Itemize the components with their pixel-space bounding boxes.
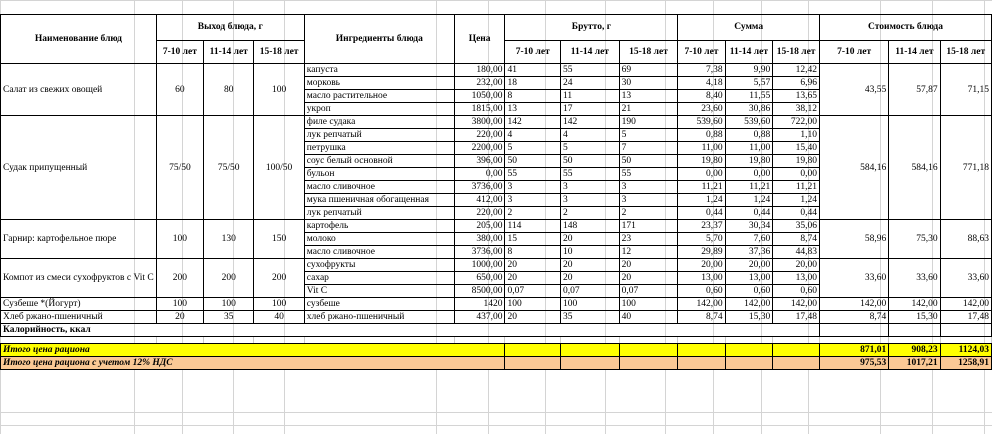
ingredient-sum: 0,00 [725,168,773,181]
ingredient-sum: 4,18 [678,77,725,90]
ingredient-sum: 0,00 [678,168,725,181]
ingredient-price: 220,00 [454,207,505,220]
ingredient-gross: 55 [619,168,678,181]
ingredient-price: 8500,00 [454,285,505,298]
ingredient-name: филе судака [304,116,454,129]
ingredient-name: лук репчатый [304,207,454,220]
ingredient-sum: 13,00 [773,272,820,285]
ingredient-sum: 30,34 [725,220,773,233]
ingredient-sum: 0,00 [773,168,820,181]
ingredient-sum: 9,90 [725,64,773,77]
ingredient-price: 0,00 [454,168,505,181]
spacer-cell [204,337,254,344]
ingredient-sum: 44,83 [773,246,820,259]
header-output-age2: 11-14 лет [204,40,254,63]
ingredient-sum: 38,12 [773,103,820,116]
ingredient-sum: 7,38 [678,64,725,77]
calories-cell [940,324,991,337]
ingredient-gross: 100 [619,298,678,311]
ingredient-sum: 20,00 [725,259,773,272]
ingredient-sum: 35,06 [773,220,820,233]
ingredient-gross: 0,07 [561,285,620,298]
ingredient-gross: 13 [619,90,678,103]
table-row [1,259,992,272]
ingredient-sum: 23,37 [678,220,725,233]
spacer-cell [819,337,888,344]
ingredient-price: 3736,00 [454,181,505,194]
total-row-value: 871,01 [819,344,888,357]
ingredient-sum: 17,48 [773,311,820,324]
ingredient-gross: 171 [619,220,678,233]
ingredient-sum: 7,60 [725,233,773,246]
dish-name: Салат из свежих овощей [1,64,157,116]
ingredient-gross: 2 [561,207,620,220]
ingredient-sum: 1,24 [725,194,773,207]
ingredient-gross: 2 [619,207,678,220]
ingredient-sum: 20,00 [773,259,820,272]
ingredient-gross: 50 [561,155,620,168]
header-sum: Сумма [678,15,820,41]
total-row-value: 908,23 [889,344,940,357]
ingredient-gross: 4 [505,129,561,142]
ingredient-price: 180,00 [454,64,505,77]
spacer-cell [304,337,454,344]
ingredient-name: петрушка [304,142,454,155]
ingredient-price: 205,00 [454,220,505,233]
total-row [1,344,992,357]
dish-output: 100 [204,298,254,311]
ingredient-price: 2200,00 [454,142,505,155]
ingredient-gross: 20 [561,272,620,285]
ingredient-gross: 20 [561,233,620,246]
dish-output: 100/50 [254,116,304,220]
ingredient-gross: 21 [619,103,678,116]
ingredient-sum: 5,57 [725,77,773,90]
dish-cost: 75,30 [889,220,940,259]
ingredient-sum: 0,60 [678,285,725,298]
ingredient-gross: 8 [505,246,561,259]
total-vat-row-label: Итого цена рациона с учетом 12% НДС [1,357,505,370]
total-row-empty-cell [561,344,620,357]
table-row [1,311,992,324]
ingredient-gross: 7 [619,142,678,155]
ingredient-sum: 13,00 [725,272,773,285]
ingredient-gross: 8 [505,90,561,103]
ingredient-gross: 142 [561,116,620,129]
ingredient-price: 650,00 [454,272,505,285]
ingredient-price: 220,00 [454,129,505,142]
ingredient-sum: 11,00 [725,142,773,155]
dish-name: Судак припущенный [1,116,157,220]
ingredient-name: сузбеше [304,298,454,311]
ingredient-price: 1815,00 [454,103,505,116]
ingredient-gross: 13 [505,103,561,116]
ingredient-gross: 3 [505,181,561,194]
ingredient-gross: 17 [561,103,620,116]
ingredient-gross: 3 [505,194,561,207]
dish-output: 100 [254,298,304,311]
ingredient-gross: 50 [619,155,678,168]
table-row [1,220,992,233]
spacer-row [1,337,992,344]
ingredient-gross: 55 [561,64,620,77]
ingredient-sum: 15,30 [725,311,773,324]
ingredient-gross: 55 [505,168,561,181]
menu-cost-table [0,14,992,370]
ingredient-sum: 13,65 [773,90,820,103]
header-output-age1: 7-10 лет [156,40,203,63]
ingredient-gross: 5 [561,142,620,155]
ingredient-sum: 539,60 [678,116,725,129]
ingredient-gross: 148 [561,220,620,233]
ingredient-gross: 23 [619,233,678,246]
dish-name: Гарнир: картофельное пюре [1,220,157,259]
ingredient-sum: 19,80 [773,155,820,168]
ingredient-sum: 8,40 [678,90,725,103]
ingredient-price: 437,00 [454,311,505,324]
total-vat-row-value: 1258,91 [940,357,991,370]
total-vat-row-empty-cell [678,357,725,370]
ingredient-sum: 29,89 [678,246,725,259]
table-row [1,298,992,311]
ingredient-sum: 37,36 [725,246,773,259]
ingredient-gross: 0,07 [619,285,678,298]
ingredient-name: сухофрукты [304,259,454,272]
spacer-cell [678,337,725,344]
dish-cost: 33,60 [819,259,888,298]
total-vat-row-empty-cell [505,357,561,370]
dish-output: 60 [156,64,203,116]
spacer-cell [889,337,940,344]
calories-label: Калорийность, ккал [1,324,820,337]
total-vat-row-empty-cell [773,357,820,370]
header-cost-age2: 11-14 лет [889,40,940,63]
dish-cost: 584,16 [889,116,940,220]
total-row-empty-cell [505,344,561,357]
ingredient-gross: 18 [505,77,561,90]
ingredient-sum: 19,80 [725,155,773,168]
ingredient-gross: 2 [505,207,561,220]
dish-cost: 17,48 [940,311,991,324]
ingredient-gross: 3 [619,194,678,207]
ingredient-gross: 190 [619,116,678,129]
spacer-cell [773,337,820,344]
header-gross-age1: 7-10 лет [505,40,561,63]
header-output-age3: 15-18 лет [254,40,304,63]
dish-output: 130 [204,220,254,259]
ingredient-sum: 1,24 [678,194,725,207]
ingredient-sum: 11,21 [725,181,773,194]
ingredient-price: 232,00 [454,77,505,90]
ingredient-sum: 11,55 [725,90,773,103]
ingredient-gross: 55 [561,168,620,181]
ingredient-sum: 142,00 [725,298,773,311]
spacer-cell [1,337,157,344]
ingredient-sum: 0,60 [773,285,820,298]
dish-name: Компот из смеси сухофруктов с Vit C [1,259,157,298]
calories-row [1,324,992,337]
ingredient-sum: 11,21 [678,181,725,194]
ingredient-sum: 8,74 [773,233,820,246]
ingredient-name: укроп [304,103,454,116]
ingredient-gross: 41 [505,64,561,77]
ingredient-sum: 0,44 [725,207,773,220]
ingredient-sum: 8,74 [678,311,725,324]
dish-cost: 71,15 [940,64,991,116]
ingredient-sum: 722,00 [773,116,820,129]
table-row [1,116,992,129]
ingredient-name: лук репчатый [304,129,454,142]
ingredient-sum: 6,96 [773,77,820,90]
ingredient-sum: 0,60 [725,285,773,298]
header-gross: Брутто, г [505,15,678,41]
calories-cell [889,324,940,337]
ingredient-gross: 5 [619,129,678,142]
spacer-cell [561,337,620,344]
calories-cell [819,324,888,337]
ingredient-name: хлеб ржано-пшеничный [304,311,454,324]
dish-cost: 33,60 [940,259,991,298]
ingredient-gross: 10 [561,246,620,259]
ingredient-price: 3736,00 [454,246,505,259]
ingredient-gross: 50 [505,155,561,168]
header-gross-age2: 11-14 лет [561,40,620,63]
ingredient-gross: 15 [505,233,561,246]
ingredient-name: мука пшеничная обогащенная [304,194,454,207]
ingredient-price: 396,00 [454,155,505,168]
dish-cost: 142,00 [819,298,888,311]
ingredient-sum: 142,00 [773,298,820,311]
ingredient-gross: 12 [619,246,678,259]
ingredient-gross: 11 [561,90,620,103]
ingredient-gross: 20 [561,259,620,272]
ingredient-sum: 23,60 [678,103,725,116]
spacer-cell [505,337,561,344]
header-dish-name: Наименование блюд [1,15,157,64]
header-gross-age3: 15-18 лет [619,40,678,63]
dish-cost: 584,16 [819,116,888,220]
ingredient-gross: 100 [505,298,561,311]
spacer-cell [619,337,678,344]
dish-output: 100 [156,298,203,311]
dish-cost: 33,60 [889,259,940,298]
header-cost: Стоимость блюда [819,15,991,41]
ingredient-name: морковь [304,77,454,90]
dish-output: 200 [156,259,203,298]
dish-output: 40 [254,311,304,324]
spacer-cell [940,337,991,344]
ingredient-price: 3800,00 [454,116,505,129]
ingredient-sum: 0,88 [725,129,773,142]
ingredient-sum: 13,00 [678,272,725,285]
spacer-cell [725,337,773,344]
total-vat-row [1,357,992,370]
ingredient-price: 380,00 [454,233,505,246]
dish-output: 150 [254,220,304,259]
ingredient-name: масло сливочное [304,181,454,194]
ingredient-gross: 3 [561,181,620,194]
total-row-label: Итого цена рациона [1,344,505,357]
ingredient-price: 1420 [454,298,505,311]
total-vat-row-empty-cell [619,357,678,370]
dish-cost: 58,96 [819,220,888,259]
ingredient-gross: 20 [505,311,561,324]
ingredient-sum: 11,00 [678,142,725,155]
ingredient-sum: 20,00 [678,259,725,272]
ingredient-sum: 19,80 [678,155,725,168]
total-vat-row-value: 975,53 [819,357,888,370]
dish-cost: 88,63 [940,220,991,259]
ingredient-gross: 69 [619,64,678,77]
header-sum-age1: 7-10 лет [678,40,725,63]
ingredient-gross: 3 [619,181,678,194]
ingredient-sum: 5,70 [678,233,725,246]
ingredient-gross: 20 [505,272,561,285]
ingredient-name: картофель [304,220,454,233]
dish-output: 75/50 [204,116,254,220]
ingredient-sum: 15,40 [773,142,820,155]
dish-name: Сузбеше *(Йогурт) [1,298,157,311]
dish-output: 20 [156,311,203,324]
ingredient-gross: 20 [619,259,678,272]
ingredient-sum: 12,42 [773,64,820,77]
header-price: Цена [454,15,505,64]
spacer-cell [156,337,203,344]
dish-output: 100 [156,220,203,259]
ingredient-gross: 0,07 [505,285,561,298]
ingredient-gross: 4 [561,129,620,142]
dish-cost: 15,30 [889,311,940,324]
spacer-cell [254,337,304,344]
dish-cost: 43,55 [819,64,888,116]
ingredient-price: 1050,00 [454,90,505,103]
ingredient-gross: 40 [619,311,678,324]
ingredient-sum: 1,24 [773,194,820,207]
total-row-value: 1124,03 [940,344,991,357]
dish-name: Хлеб ржано-пшеничный [1,311,157,324]
ingredient-gross: 3 [561,194,620,207]
dish-cost: 771,18 [940,116,991,220]
ingredient-sum: 0,44 [773,207,820,220]
dish-output: 80 [204,64,254,116]
dish-output: 75/50 [156,116,203,220]
ingredient-name: молоко [304,233,454,246]
total-row-empty-cell [619,344,678,357]
ingredient-name: сахар [304,272,454,285]
ingredient-name: капуста [304,64,454,77]
ingredient-price: 412,00 [454,194,505,207]
ingredient-gross: 100 [561,298,620,311]
ingredient-name: Vit C [304,285,454,298]
ingredient-gross: 20 [505,259,561,272]
ingredient-name: бульон [304,168,454,181]
ingredient-gross: 24 [561,77,620,90]
ingredient-gross: 30 [619,77,678,90]
ingredient-sum: 30,86 [725,103,773,116]
table-row [1,64,992,77]
dish-output: 200 [254,259,304,298]
ingredient-sum: 142,00 [678,298,725,311]
ingredient-gross: 142 [505,116,561,129]
dish-cost: 142,00 [940,298,991,311]
header-cost-age3: 15-18 лет [940,40,991,63]
ingredient-name: масло сливочное [304,246,454,259]
header-sum-age2: 11-14 лет [725,40,773,63]
total-vat-row-value: 1017,21 [889,357,940,370]
dish-cost: 57,87 [889,64,940,116]
ingredient-sum: 539,60 [725,116,773,129]
ingredient-gross: 5 [505,142,561,155]
dish-output: 100 [254,64,304,116]
header-ingredients: Ингредиенты блюда [304,15,454,64]
total-vat-row-empty-cell [725,357,773,370]
ingredient-sum: 0,88 [678,129,725,142]
ingredient-gross: 114 [505,220,561,233]
spacer-cell [454,337,505,344]
header-sum-age3: 15-18 лет [773,40,820,63]
ingredient-price: 1000,00 [454,259,505,272]
dish-cost: 142,00 [889,298,940,311]
header-cost-age1: 7-10 лет [819,40,888,63]
ingredient-gross: 35 [561,311,620,324]
total-row-empty-cell [678,344,725,357]
total-vat-row-empty-cell [561,357,620,370]
header-output: Выход блюда, г [156,15,304,41]
dish-output: 35 [204,311,254,324]
total-row-empty-cell [725,344,773,357]
dish-output: 200 [204,259,254,298]
dish-cost: 8,74 [819,311,888,324]
ingredient-sum: 11,21 [773,181,820,194]
ingredient-gross: 20 [619,272,678,285]
ingredient-sum: 1,10 [773,129,820,142]
total-row-empty-cell [773,344,820,357]
ingredient-sum: 0,44 [678,207,725,220]
ingredient-name: масло растительное [304,90,454,103]
ingredient-name: соус белый основной [304,155,454,168]
